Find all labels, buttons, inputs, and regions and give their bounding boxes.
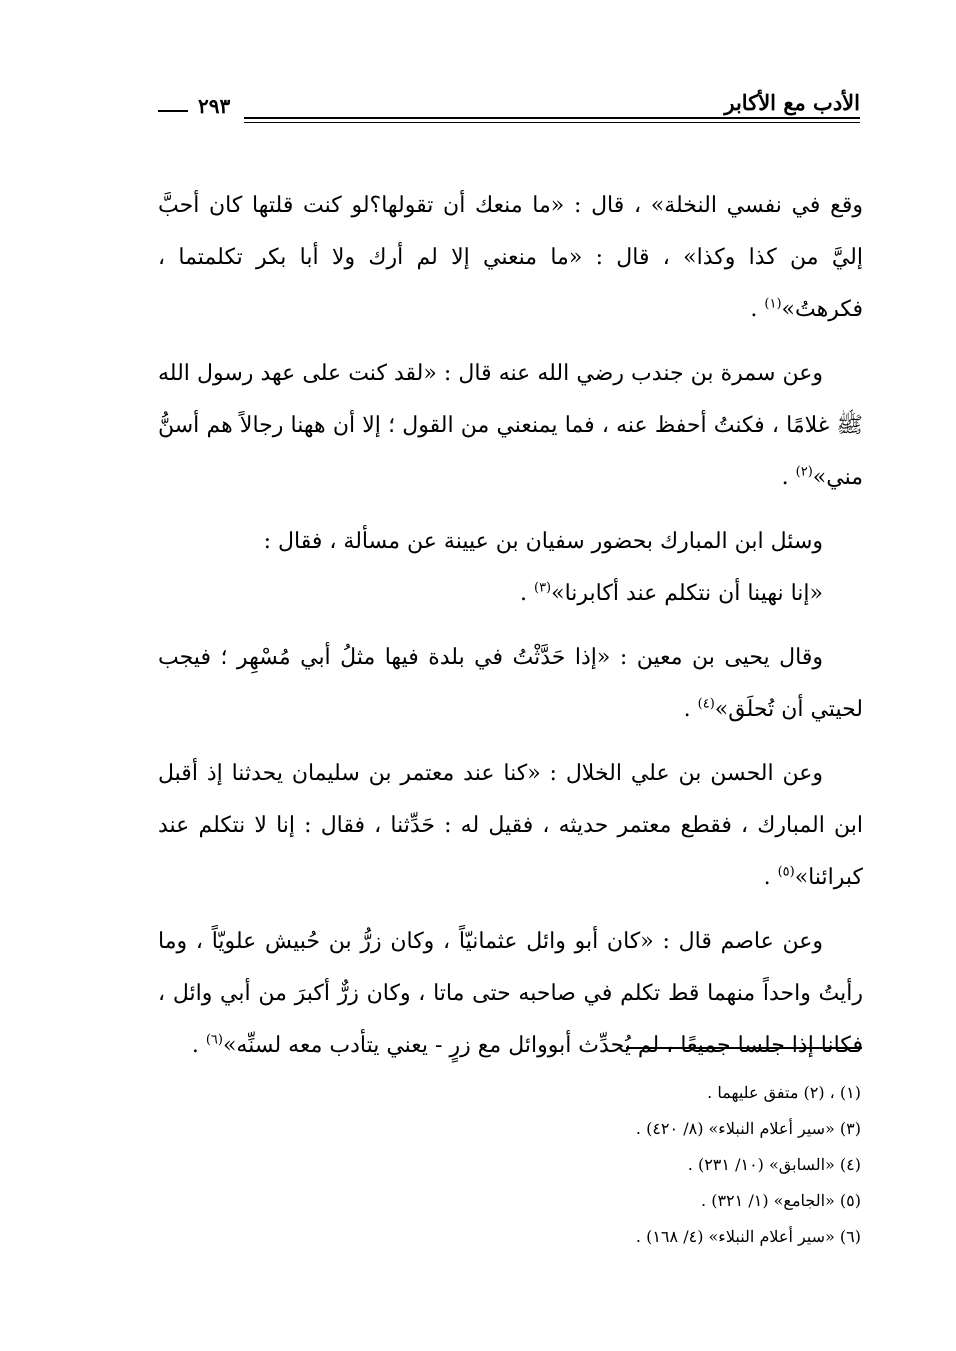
paragraph: وسئل ابن المبارك بحضور سفيان بن عيينة عن مسألة ، فقال : [263, 529, 823, 554]
page-number: ٢٩٣ [198, 94, 231, 118]
footnote-ref: (٣) [533, 580, 552, 596]
footnote-ref: (١) [764, 296, 782, 312]
footnote-ref: (٤) [697, 696, 715, 712]
header-rule-thin [244, 122, 860, 123]
footnote-ref: (٦) [205, 1032, 223, 1048]
footnote: (٦) «سير أعلام النبلاء» (٤/ ١٦٨) . [635, 1227, 861, 1246]
paragraph: وعن عاصم قال : «كان أبو وائل عثمانيّاً ، وكان زرُّ بن حُبيش علويّاً ، وما رأيتُ واحداً منهما قط تكلم في صاحبه حتى ماتا ، وكان زرٌّ أكبرَ من أبي وائل ، فكانا إذا جلسا جميعًا ، لم يُحدِّث أبووائل مع زرٍ - يعني يتأدب معه لسنِّه»$^{(٦)}$ . [158, 929, 863, 1058]
paragraph: وعن سمرة بن جندب رضي الله عنه قال : «لقد كنت على عهد رسول الله ﷺ غلامًا ، فكنتُ أحفظ عنه ، فما يمنعني من القول ؛ إلا أن ههنا رجالاً هم أسنُّ مني»$^{(٢)}$ . [158, 361, 863, 490]
header-dash [158, 110, 188, 112]
running-title: الأدب مع الأكابر [724, 90, 860, 115]
paragraph: وقع في نفسي النخلة» ، قال : «ما منعك أن تقولها؟لو كنت قلتها كان أحبَّ إليَّ من كذا وكذا» ، قال : «ما منعني إلا لم أرك ولا أبا بكر تكلمتما ، فكرهتُ»$^{(١)}$ . [158, 193, 863, 322]
footnote-separator [626, 1047, 862, 1049]
footnote-ref: (٥) [777, 864, 795, 880]
footnote: (٤) «السابق» (١٠/ ٢٣١) . [687, 1155, 861, 1174]
footnote: (٣) «سير أعلام النبلاء» (٨/ ٤٢٠) . [635, 1119, 861, 1138]
quote-line: «إنا نهينا أن نتكلم عند أكابرنا»$^{(٣)}$ . [519, 580, 823, 606]
header-rule [244, 117, 860, 119]
page-header [158, 80, 860, 130]
body-text [158, 180, 863, 1084]
footnotes [361, 1075, 861, 1255]
paragraph: وقال يحيى بن معين : «إذا حَدَّثْتُ في بلدة فيها مثلُ أبي مُسْهِر ؛ فيجب لحيتي أن تُحلَق»$^{(٤)}$ . [158, 645, 863, 722]
footnote: (٥) «الجامع» (١/ ٣٢١) . [701, 1191, 861, 1210]
footnote: (١) ، (٢) متفق عليهما . [707, 1083, 861, 1102]
footnote-ref: (٢) [795, 464, 813, 480]
paragraph: وعن الحسن بن علي الخلال : «كنا عند معتمر بن سليمان يحدثنا إذ أقبل ابن المبارك ، فقطع معتمر حديثه ، فقيل له : حَدِّثنا ، فقال : إنا لا نتكلم عند كبرائنا»$^{(٥)}$ . [158, 761, 863, 890]
